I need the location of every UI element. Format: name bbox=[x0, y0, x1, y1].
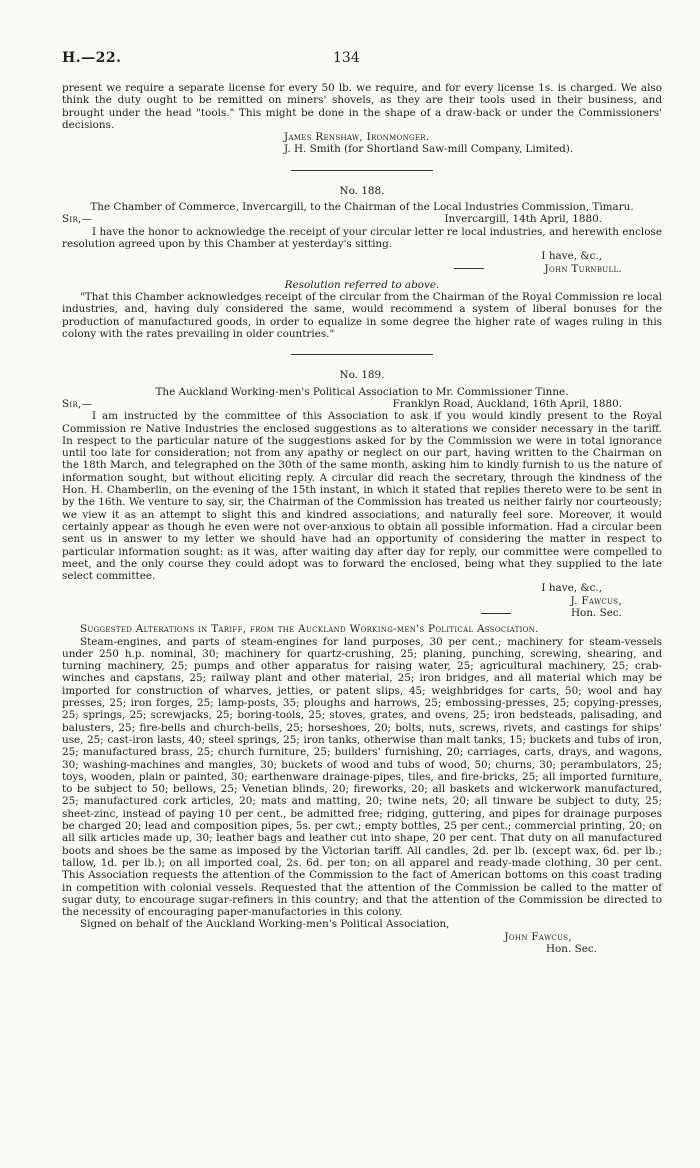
letter-188-body: I have the honor to acknowledge the receipt of your circular letter re local industries, and herewith enclose resolution agreed upon by this Chamber at yesterday's sitting. bbox=[62, 225, 662, 250]
final-title: Hon. Sec. bbox=[545, 943, 597, 955]
prev-letter-signature-1: James Renshaw, Ironmonger. bbox=[284, 131, 430, 144]
letter-188-place-date: Invercargill, 14th April, 1880. bbox=[444, 213, 602, 226]
letter-188-signature-row bbox=[62, 263, 662, 275]
letter-189-salutation: Sir,— bbox=[62, 397, 93, 410]
suggestions-heading: Suggested Alterations in Tariff, from the Auckland Working-men's Political Association. bbox=[80, 623, 539, 636]
letter-189-heading: The Auckland Working-men's Political Association to Mr. Commissioner Tinne. bbox=[155, 385, 569, 398]
signed-on-behalf-line: Signed on behalf of the Auckland Working-men's Political Association, bbox=[80, 918, 450, 931]
section-divider bbox=[291, 170, 433, 171]
document-body bbox=[62, 82, 662, 955]
paper-code: H.—22. bbox=[62, 50, 122, 66]
letter-189-signature: J. Fawcus, bbox=[570, 594, 622, 607]
letter-189-place-date: Franklyn Road, Auckland, 16th April, 1880. bbox=[392, 397, 622, 410]
letter-189-closing: I have, &c., bbox=[541, 582, 602, 595]
section-divider bbox=[291, 354, 433, 355]
prev-letter-paragraph: present we require a separate license for every 50 lb. we require, and for every license 1s. is charged. We also think the duty ought to be remitted on miners' shovels, as they are their tools used in their business, and brought under the head "tools." This might be done in the shape of a draw-back or under the Commissioners' decisions. bbox=[62, 82, 662, 131]
letter-189-title-row bbox=[62, 607, 662, 619]
letter-188-closing: I have, &c., bbox=[541, 250, 602, 263]
resolution-text: "That this Chamber acknowledges receipt of the circular from the Chairman of the Royal Commission re local industries, and, having duly considered the same, would recommend a system of liberal bonuses for the production of manufactured goods, in order to equalize in some degree the higher rate of wages ruling in this colony with the rates prevailing in older countries." bbox=[62, 291, 662, 341]
letter-188-salutation: Sir,— bbox=[62, 213, 93, 226]
letter-188-heading: The Chamber of Commerce, Invercargill, to the Chairman of the Local Industries Commission, Timaru. bbox=[90, 201, 634, 214]
page-number: 134 bbox=[333, 50, 360, 66]
letter-189-number: No. 189. bbox=[339, 369, 385, 382]
letter-188-salutation-row bbox=[62, 213, 662, 225]
letter-188-number: No. 188. bbox=[339, 184, 385, 197]
letter-188-signature: John Turnbull. bbox=[544, 262, 622, 275]
resolution-heading: Resolution referred to above. bbox=[284, 278, 440, 291]
short-dash bbox=[481, 613, 511, 614]
final-signature: John Fawcus, bbox=[504, 930, 572, 943]
short-dash bbox=[454, 268, 484, 269]
prev-letter-signature-2: J. H. Smith (for Shortland Saw-mill Company, Limited). bbox=[284, 143, 574, 156]
letter-189-salutation-row bbox=[62, 398, 662, 410]
letter-189-body: I am instructed by the committee of this Association to ask if you would kindly present to the Royal Commission re Native Industries the enclosed suggestions as to alterations we consider necessary in the tariff. In respect to the particular nature of the suggestions asked for by the Commission we were in total ignorance until too late for consideration; not from any apathy or neglect on our part, having written to the Chairman on the 18th March, and telegraphed on the 30th of the same month, asking him to kindly furnish to us the nature of information sought, but without eliciting reply. A circular did reach the secretary, through the kindness of the Hon. H. Chamberlin, on the evening of the 15th instant, in which it stated that replies thereto were to be sent in by the 16th. We venture to say, sir, the Chairman of the Commission has treated us neither fairly nor courteously; we view it as an attempt to slight this and kindred associations, and naturally feel sore. Moreover, it would certainly appear as though he even were not over-anxious to obtain all possible information. Had a circular been sent us in answer to my letter we should have had an opportunity of considering the matter in respect to particular information sought: as it was, after waiting day after day for reply, our committee were compelled to meet, and the only course they could adopt was to forward the enclosed, being what they supplied to the late select committee. bbox=[62, 410, 662, 583]
letter-189-title: Hon. Sec. bbox=[570, 606, 622, 619]
suggestions-text: Steam-engines, and parts of steam-engines for land purposes, 30 per cent.; machinery for steam-vessels under 250 h.p. nominal, 30; machinery for quartz-crushing, 25; planing, punching, screwing, shearing, and turning machinery, 25; pumps and other apparatus for raising water, 25; agricultural machinery, 25; crab-winches and capstans, 25; railway plant and other material, 25; iron bridges, and all material which may be imported for construction of wharves, jetties, or patent slips, 45; weighbridges for carts, 50; wool and hay presses, 25; iron forges, 25; lamp-posts, 35; ploughs and harrows, 25; embossing-presses, 25; copying-presses, 25; springs, 25; screwjacks, 25; boring-tools, 25; stoves, grates, and ovens, 25; iron bedsteads, palisading, and balusters, 25; fire-bells and church-bells, 25; horseshoes, 20; bolts, nuts, screws, rivets, and castings for ships' use, 25; cast-iron lasts, 40; steel springs, 25; iron tanks, otherwise than malt tanks, 15; buckets and tubs of iron, 25; manufactured brass, 25; church furniture, 25; builders' furnishing, 20; carriages, carts, drays, and wagons, 30; washing-machines and mangles, 30; buckets of wood and tubs of wood, 50; churns, 30; perambulators, 25; toys, wooden, plain or painted, 30; earthenware drainage-pipes, tiles, and fire-bricks, 25; all imported furniture, to be subject to 50; bellows, 25; Venetian blinds, 20; fireworks, 20; all baskets and wickerwork manufactured, 25; manufactured cork articles, 20; mats and matting, 20; twine nets, 20; all tinware be subject to duty, 25; sheet-zinc, instead of paying 10 per cent., be admitted free; ridging, guttering, and pipes for drainage purposes be charged 20; lead and composition pipes, 5s. per cwt.; empty bottles, 25 per cent.; commercial printing, 20; on all silk articles made up, 30; leather bags and leather cut into shape, 20 per cent. That duty on all manufactured boots and shoes be the same as imposed by the Victorian tariff. All candles, 2d. per lb. (except wax, 6d. per lb.; tallow, 1d. per lb.); on all imported coal, 2s. 6d. per ton; on all apparel and ready-made clothing, 30 per cent. This Association requests the attention of the Commission to the fact of American bottoms on this coast trading in competition with colonial vessels. Requested that the attention of the Commission be called to the matter of sugar duty, to encourage sugar-refiners in this country; and that the attention of the Commission be directed to the necessity of encouraging paper-manufactories in this colony. bbox=[62, 635, 662, 919]
